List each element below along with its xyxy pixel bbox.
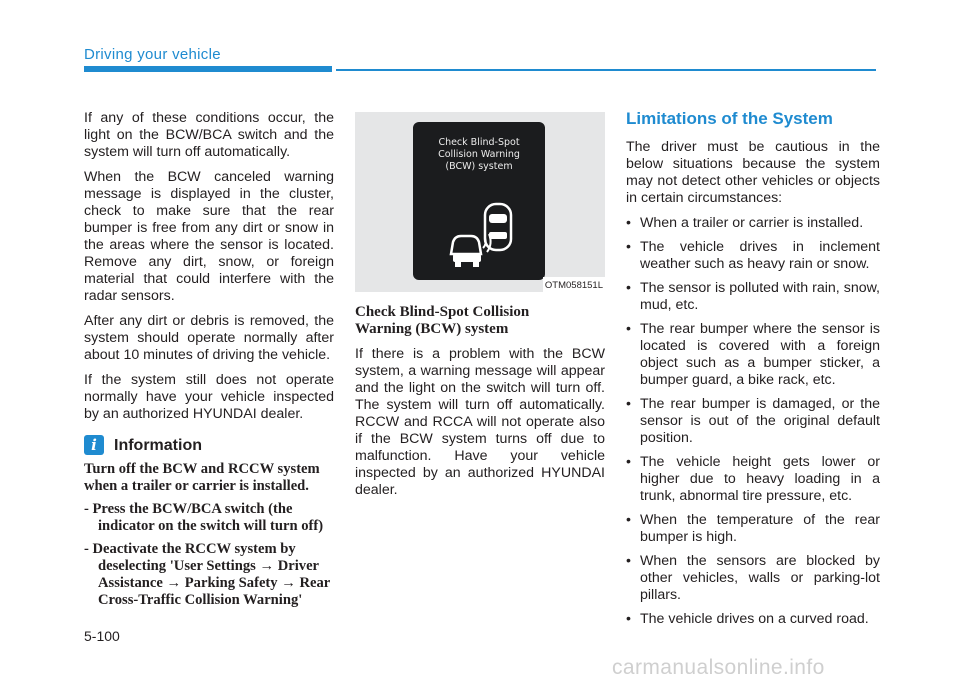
info-icon: i bbox=[84, 435, 104, 455]
list-item: • The rear bumper where the sensor is located is covered with a foreign object such as a bumper sticker, a bumper guard, a bike rack, etc. bbox=[626, 321, 880, 389]
information-heading bbox=[84, 435, 334, 455]
header-rule-thin bbox=[336, 69, 876, 71]
paragraph: After any dirt or debris is removed, the system should operate normally after about 10 minutes of driving the vehicle. bbox=[84, 313, 334, 363]
information-body bbox=[84, 461, 334, 609]
cluster-warning-line: Collision Warning bbox=[438, 149, 520, 160]
own-vehicle-icon bbox=[485, 204, 511, 250]
list-item: • The sensor is polluted with rain, snow, mud, etc. bbox=[626, 280, 880, 314]
limitations-title: Limitations of the System bbox=[626, 109, 833, 128]
bcw-title-line: Warning (BCW) system bbox=[355, 321, 509, 337]
header-rule-thick bbox=[84, 66, 332, 72]
column-middle bbox=[355, 112, 605, 507]
paragraph: When the BCW canceled warning message is displayed in the cluster, check to make sure that the rear bumper is free from any dirt or snow in the areas where the sensor is located. Remove any dirt, snow, or foreign material that could interfere with the radar sensors. bbox=[84, 169, 334, 304]
page-number: 5-100 bbox=[84, 628, 120, 644]
list-item: • When the temperature of the rear bumper is high. bbox=[626, 512, 880, 546]
list-item: • The vehicle height gets lower or higher due to heavy loading in a trunk, abnormal tire pressure, etc. bbox=[626, 454, 880, 505]
vehicle-icons bbox=[413, 122, 545, 280]
list-item: • The vehicle drives on a curved road. bbox=[626, 611, 880, 628]
cluster-warning-line: Check Blind-Spot bbox=[438, 137, 520, 148]
list-item: • The rear bumper is damaged, or the sensor is out of the original default position. bbox=[626, 396, 880, 447]
limitations-list bbox=[626, 215, 880, 628]
information-item: - Deactivate the RCCW system by deselecting 'User Settings → Driver Assistance → Parking Safety → Rear Cross-Traffic Collision Warning' bbox=[84, 541, 330, 608]
cluster-display bbox=[413, 122, 545, 280]
paragraph: The driver must be cautious in the below situations because the system may not detect other vehicles or objects in certain circumstances: bbox=[626, 139, 880, 206]
information-lead: Turn off the BCW and RCCW system when a trailer or carrier is installed. bbox=[84, 461, 320, 494]
column-left bbox=[84, 110, 334, 615]
list-item: • When the sensors are blocked by other vehicles, walls or parking-lot pillars. bbox=[626, 553, 880, 604]
figure-code: OTM058151L bbox=[543, 277, 605, 294]
information-label: Information bbox=[114, 436, 202, 454]
list-item: • When a trailer or carrier is installed. bbox=[626, 215, 880, 232]
bcw-section-title bbox=[355, 304, 605, 338]
column-right bbox=[626, 110, 880, 635]
section-title: Driving your vehicle bbox=[84, 46, 221, 63]
cluster-warning-line: (BCW) system bbox=[445, 161, 513, 172]
list-item: • The vehicle drives in inclement weather such as heavy rain or snow. bbox=[626, 239, 880, 273]
paragraph: If there is a problem with the BCW system, a warning message will appear and the light on the switch will turn off. The system will turn off automatically. RCCW and RCCA will not operate also if the BCW system turns off due to malfunction. Have your vehicle inspected by an authorized HYUNDAI dealer. bbox=[355, 346, 605, 498]
bcw-title-line: Check Blind-Spot Collision bbox=[355, 304, 530, 320]
approaching-vehicle-icon bbox=[451, 236, 481, 267]
cluster-figure bbox=[355, 112, 605, 292]
paragraph: If the system still does not operate normally have your vehicle inspected by an authorized HYUNDAI dealer. bbox=[84, 372, 334, 422]
watermark: carmanualsonline.info bbox=[612, 656, 825, 679]
information-item: - Press the BCW/BCA switch (the indicator on the switch will turn off) bbox=[84, 501, 324, 534]
paragraph: If any of these conditions occur, the light on the BCW/BCA switch and the system will turn off automatically. bbox=[84, 110, 334, 160]
